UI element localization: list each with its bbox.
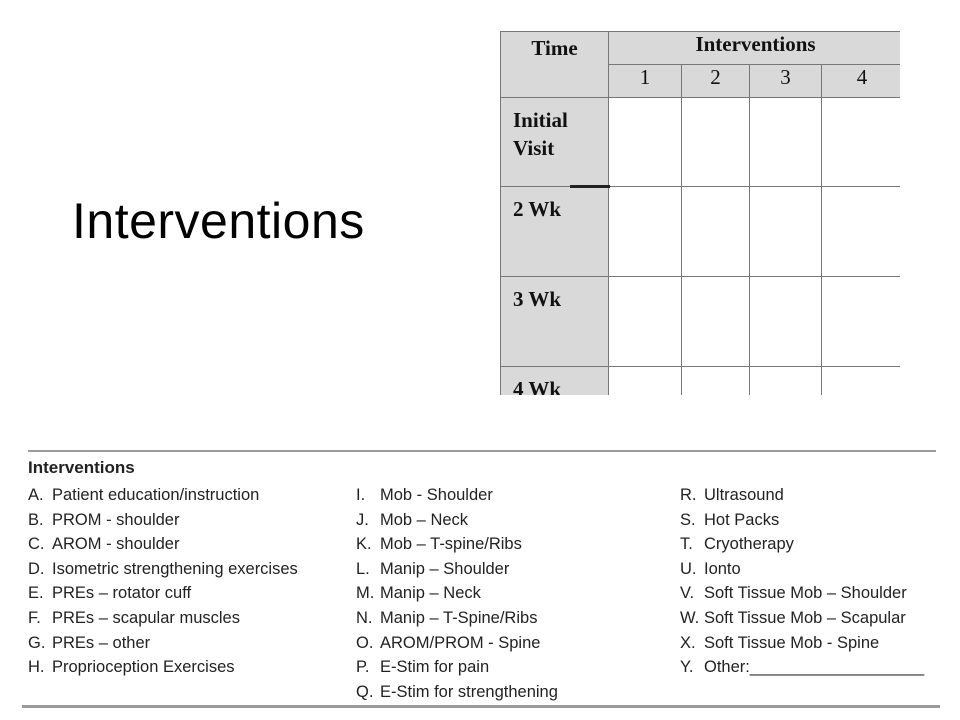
legend-item (28, 532, 298, 557)
table-row (501, 187, 901, 277)
legend-item-text: Mob – Neck (380, 510, 469, 529)
table-row (501, 98, 901, 187)
legend-item-letter: W. (680, 608, 700, 627)
legend-item-text: PREs – rotator cuff (52, 584, 192, 603)
legend-column-2 (356, 483, 558, 704)
legend-item-letter: V. (680, 584, 695, 603)
table-cell[interactable] (609, 98, 682, 187)
legend-item-text: E-Stim for strengthening (380, 682, 558, 701)
legend-item (356, 483, 558, 508)
legend-item (28, 631, 298, 656)
legend-item (356, 655, 558, 680)
legend-column-3 (680, 483, 924, 680)
table-cell[interactable] (682, 187, 750, 277)
legend-item-letter: T. (680, 535, 693, 554)
col-header-1: 1 (609, 65, 682, 98)
table-cell[interactable] (822, 187, 901, 277)
legend-title: Interventions (28, 458, 135, 477)
legend-item-text: Patient education/instruction (52, 486, 260, 504)
divider (22, 705, 940, 708)
table-cell[interactable] (750, 187, 822, 277)
legend-item-text: Manip – T-Spine/Ribs (380, 608, 538, 627)
table-row (501, 277, 901, 367)
legend-item-text: Manip – Shoulder (380, 559, 510, 578)
schedule-table (500, 31, 900, 395)
legend-item-text: Mob – T-spine/Ribs (380, 535, 522, 554)
legend-item-text: Proprioception Exercises (52, 658, 235, 677)
legend-item-letter: A. (28, 486, 44, 504)
legend-item (680, 508, 924, 533)
slide-title: Interventions (72, 193, 365, 249)
legend-item-letter: R. (680, 486, 697, 504)
legend-item-letter: G. (28, 633, 46, 652)
legend-item-letter: L. (356, 559, 370, 578)
legend-item (28, 581, 298, 606)
legend-item (356, 508, 558, 533)
legend-item-text: Ionto (704, 559, 741, 578)
row-label-initial (501, 98, 609, 187)
legend-item-text: PREs – other (52, 633, 151, 652)
row-label-3wk: 3 Wk (501, 277, 609, 367)
legend-item (28, 508, 298, 533)
legend-item-text: Hot Packs (704, 510, 780, 529)
legend-item-letter: P. (356, 658, 370, 677)
legend-item-letter: Y. (680, 658, 694, 677)
table-cell[interactable] (750, 98, 822, 187)
legend-item-text: AROM - shoulder (52, 535, 180, 554)
row-label-2wk: 2 Wk (501, 187, 609, 277)
table-cell[interactable] (682, 367, 750, 396)
row-label-4wk: 4 Wk (501, 367, 609, 396)
legend-item (356, 606, 558, 631)
legend-item (680, 532, 924, 557)
legend-item-letter: J. (356, 510, 369, 529)
legend-item-text: Soft Tissue Mob – Scapular (704, 608, 906, 627)
legend-item (356, 680, 558, 705)
legend-item (28, 483, 298, 508)
divider (28, 450, 936, 452)
legend-item-letter: N. (356, 608, 373, 627)
legend-item-text: Soft Tissue Mob – Shoulder (704, 584, 907, 603)
legend-item-letter: E. (28, 584, 44, 603)
legend-item-text: Cryotherapy (704, 535, 794, 554)
legend-item (28, 557, 298, 582)
table-cell[interactable] (822, 98, 901, 187)
table-cell[interactable] (682, 277, 750, 367)
interventions-legend (28, 450, 940, 712)
legend-item-letter: U. (680, 559, 697, 578)
table-row (501, 367, 901, 396)
legend-item (28, 606, 298, 631)
legend-item-letter: K. (356, 535, 372, 554)
legend-item-letter: S. (680, 510, 696, 529)
legend-item (356, 532, 558, 557)
legend-item-letter: B. (28, 510, 44, 529)
legend-item-text: E-Stim for pain (380, 658, 490, 677)
legend-item (680, 581, 924, 606)
legend-item (356, 557, 558, 582)
legend-item (356, 631, 558, 656)
table-cell[interactable] (609, 277, 682, 367)
legend-item-letter: D. (28, 559, 45, 578)
row-label-line: Initial (513, 108, 568, 132)
legend-item (680, 557, 924, 582)
legend-item (356, 581, 558, 606)
legend-item-text: PREs – scapular muscles (52, 608, 240, 627)
table-cell[interactable] (822, 277, 901, 367)
row-divider-mark (570, 185, 610, 188)
interventions-header: Interventions (609, 32, 901, 65)
legend-item-text: Manip – Neck (380, 584, 481, 603)
col-header-3: 3 (750, 65, 822, 98)
time-header: Time (501, 32, 609, 98)
col-header-2: 2 (682, 65, 750, 98)
table-cell[interactable] (609, 187, 682, 277)
legend-item-letter: F. (28, 608, 41, 627)
legend-item-letter: C. (28, 535, 45, 554)
legend-item-letter: Q. (356, 682, 374, 701)
row-label-line: Visit (513, 136, 555, 160)
legend-item (680, 655, 924, 680)
legend-item-text: PROM - shoulder (52, 510, 180, 529)
legend-item-text: Soft Tissue Mob - Spine (704, 633, 880, 652)
legend-item-text: Isometric strengthening exercises (52, 559, 298, 578)
legend-item-text: Ultrasound (704, 486, 784, 504)
legend-item-text: AROM/PROM - Spine (380, 633, 541, 652)
table-cell[interactable] (609, 367, 682, 396)
legend-item-letter: O. (356, 633, 374, 652)
legend-item-text: Mob - Shoulder (380, 486, 493, 504)
legend-item (680, 483, 924, 508)
legend-item (680, 631, 924, 656)
table-cell[interactable] (750, 367, 822, 396)
legend-item-letter: M. (356, 584, 375, 603)
legend-item-letter: I. (356, 486, 366, 504)
legend-item-text: Other:___________________ (704, 658, 925, 677)
legend-item-letter: H. (28, 658, 45, 677)
table-cell[interactable] (682, 98, 750, 187)
legend-item-letter: X. (680, 633, 696, 652)
table-cell[interactable] (750, 277, 822, 367)
legend-item (680, 606, 924, 631)
table-cell[interactable] (822, 367, 901, 396)
col-header-4: 4 (822, 65, 901, 98)
legend-column-1 (28, 483, 298, 680)
legend-item (28, 655, 298, 680)
